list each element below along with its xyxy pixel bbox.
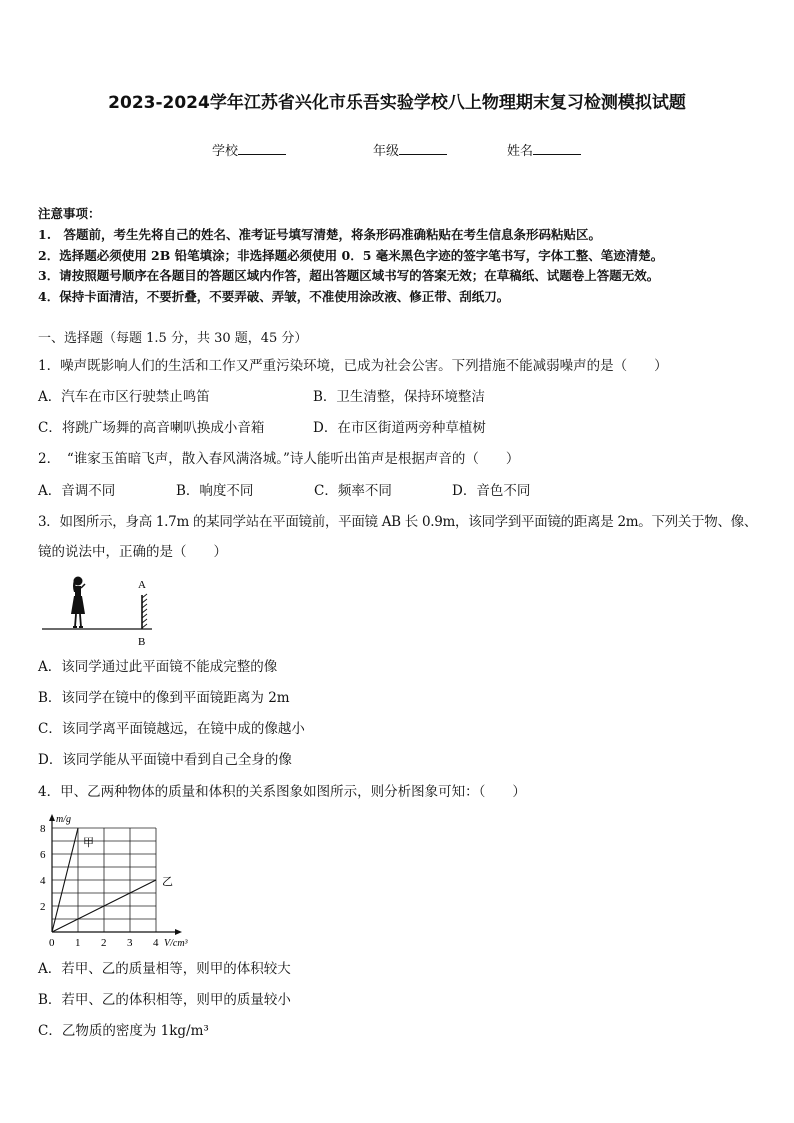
q3-option-b[interactable]: B．该同学在镜中的像到平面镜距离为 2m [38,690,290,706]
note-item: 4．保持卡面清洁，不要折叠，不要弄破、弄皱，不准使用涂改液、修正带、刮纸刀。 [38,289,510,304]
section-heading: 一、选择题（每题 1.5 分，共 30 题，45 分） [38,331,308,346]
name-field [507,140,581,159]
grade-label: 年级 [373,144,400,159]
q3-option-d[interactable]: D．该同学能从平面镜中看到自己全身的像 [38,752,292,768]
mass-volume-chart [34,808,194,950]
q2-option-c[interactable]: C．频率不同 [314,483,392,499]
mirror-label-a: A [138,579,146,591]
x-tick-label: 0 [49,937,55,949]
y-axis-label: m/g [56,814,71,825]
student-icon [71,577,85,628]
question-3-stem: 3．如图所示，身高 1.7m 的某同学站在平面镜前，平面镜 AB 长 0.9m，该同学到平面镜的距离是 2m。下列关于物、像、 [38,514,758,530]
q3-option-c[interactable]: C．该同学离平面镜越远，在镜中成的像越小 [38,721,305,737]
y-axis-arrow [49,814,55,821]
x-axis-arrow [175,929,182,935]
series-label: 甲 [83,837,94,849]
question-4-stem: 4．甲、乙两种物体的质量和体积的关系图象如图所示，则分析图象可知：（ ） [38,784,526,800]
series-label: 乙 [162,876,173,888]
q2-option-a[interactable]: A．音调不同 [38,483,116,499]
q2-option-d[interactable]: D．音色不同 [452,483,531,499]
y-tick-label: 4 [40,875,46,887]
school-field [212,140,286,159]
y-tick-label: 2 [40,901,46,913]
q1-option-a[interactable]: A．汽车在市区行驶禁止鸣笛 [38,389,210,405]
question-1-stem: 1．噪声既影响人们的生活和工作又严重污染环境，已成为社会公害。下列措施不能减弱噪声的是（ ） [38,358,668,374]
grade-blank[interactable] [399,142,447,155]
school-blank[interactable] [238,142,286,155]
x-tick-label: 3 [127,937,133,949]
note-item: 1. 答题前，考生先将自己的姓名、准考证号填写清楚，将条形码准确粘贴在考生信息条形码粘贴区。 [38,227,602,242]
x-tick-label: 1 [75,937,81,949]
chart-axes [49,814,182,935]
q1-option-c[interactable]: C．将跳广场舞的高音喇叭换成小音箱 [38,420,265,436]
y-tick-label: 8 [40,823,46,835]
notes-heading: 注意事项： [38,206,101,221]
grade-field [373,140,447,159]
q1-option-d[interactable]: D．在市区街道两旁种草植树 [313,420,486,436]
page-title: 2023-2024学年江苏省兴化市乐吾实验学校八上物理期末复习检测模拟试题 [108,93,686,113]
q4-option-c[interactable]: C．乙物质的密度为 1kg/m³ [38,1023,209,1039]
note-item: 2．选择题必须使用 2B 铅笔填涂；非选择题必须使用 0．5 毫米黑色字迹的签字笔书写，字体工整、笔迹清楚。 [38,248,664,263]
chart-grid [52,828,156,932]
question-2-stem: 2． “谁家玉笛暗飞声，散入春风满洛城。”诗人能听出笛声是根据声音的（ ） [38,451,520,467]
q1-option-b[interactable]: B．卫生清整，保持环境整洁 [313,389,485,405]
mirror-figure [38,572,158,650]
y-tick-label: 6 [40,849,46,861]
q3-option-a[interactable]: A．该同学通过此平面镜不能成完整的像 [38,659,278,675]
x-axis-label: V/cm³ [164,938,188,949]
name-label: 姓名 [507,144,534,159]
note-item: 3．请按照题号顺序在各题目的答题区域内作答，超出答题区域书写的答案无效；在草稿纸、试题卷上答题无效。 [38,268,660,283]
q2-option-b[interactable]: B．响度不同 [176,483,254,499]
question-3-stem-cont: 镜的说法中，正确的是（ ） [38,544,227,560]
chart-labels [40,814,189,949]
q4-option-a[interactable]: A．若甲、乙的质量相等，则甲的体积较大 [38,961,291,977]
mirror-label-b: B [138,636,146,648]
school-label: 学校 [212,144,239,159]
x-tick-label: 2 [101,937,107,949]
x-tick-label: 4 [153,937,159,949]
name-blank[interactable] [533,142,581,155]
q4-option-b[interactable]: B．若甲、乙的体积相等，则甲的质量较小 [38,992,291,1008]
